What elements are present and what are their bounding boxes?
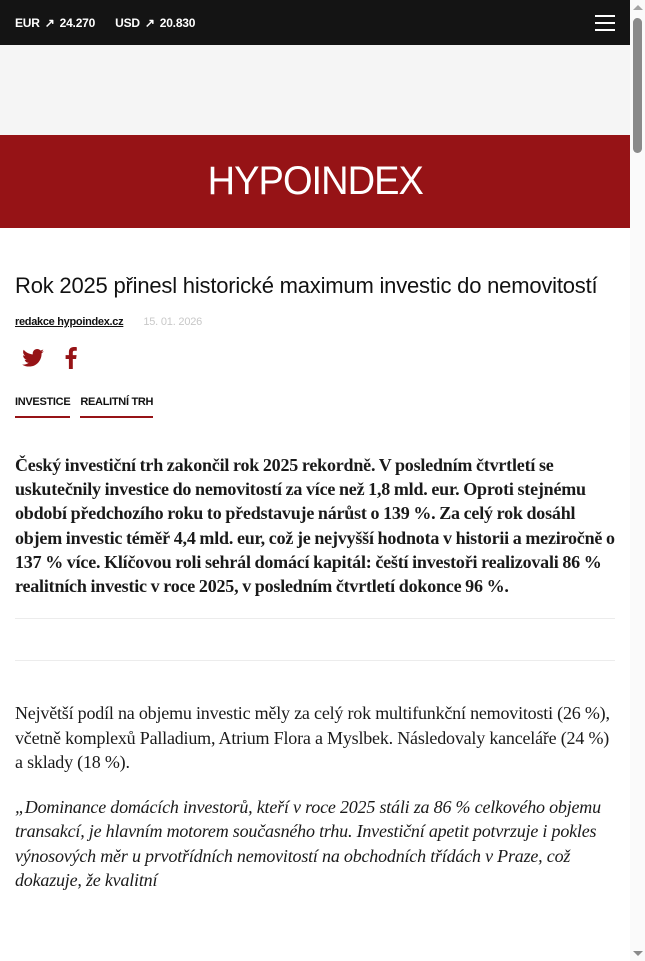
twitter-icon[interactable] bbox=[22, 347, 44, 369]
facebook-icon[interactable] bbox=[60, 347, 82, 369]
tag-list bbox=[15, 396, 615, 418]
article bbox=[0, 269, 630, 893]
vertical-scrollbar[interactable] bbox=[630, 0, 645, 961]
scrollbar-thumb[interactable] bbox=[633, 18, 642, 153]
scroll-up-arrow-icon[interactable] bbox=[633, 5, 643, 10]
currency-label: EUR bbox=[15, 15, 40, 30]
rate-value: 20.830 bbox=[159, 15, 196, 30]
brand-logo[interactable]: HYPOINDEX bbox=[207, 159, 423, 203]
article-perex: Český investiční trh zakončil rok 2025 rekordně. V posledním čtvrtletí se uskutečnily investice do nemovitostí za více než 1,8 mld. eur. Oproti stejnému období předchozího roku to představuje nárůst o 139 %. Za celý rok dosáhl objem investic téměř 4,4 mld. eur, což je nejvyšší hodnota v historii a meziročně o 137 % více. Klíčovou roli sehrál domácí kapitál: čeští investoři realizovali 86 % realitních investic v roce 2025, v posledním čtvrtletí dokonce 96 %. bbox=[15, 455, 615, 597]
arrow-up-right-icon: ↗ bbox=[144, 15, 155, 30]
article-quote: „Dominance domácích investorů, kteří v roce 2025 stáli za 86 % celkového objemu transakcí, je hlavním motorem současného trhu. Investiční apetit potvrzuje i pokles výnosových měr u prvotřídních nemovitostí na obchodních třídách v Praze, což dokazuje, že kvalitní bbox=[15, 796, 601, 891]
ad-space bbox=[0, 45, 630, 135]
publish-date: 15. 01. 2026 bbox=[143, 316, 203, 328]
author-link[interactable]: redakce hypoindex.cz bbox=[15, 316, 124, 328]
rate-usd bbox=[115, 16, 195, 30]
brand-bar bbox=[0, 135, 630, 228]
article-title: Rok 2025 přinesl historické maximum investic do nemovitostí bbox=[15, 273, 598, 298]
scroll-down-arrow-icon[interactable] bbox=[633, 951, 643, 956]
divider bbox=[15, 660, 615, 661]
top-bar bbox=[0, 0, 630, 45]
rate-value: 24.270 bbox=[59, 15, 96, 30]
share-buttons bbox=[15, 347, 615, 369]
currency-label: USD bbox=[115, 15, 140, 30]
tag-investice[interactable]: INVESTICE bbox=[15, 396, 70, 418]
article-meta bbox=[15, 316, 615, 328]
hamburger-menu-icon[interactable] bbox=[595, 15, 615, 31]
rate-eur bbox=[15, 16, 95, 30]
tag-realitni-trh[interactable]: REALITNÍ TRH bbox=[80, 396, 153, 418]
article-paragraph: Největší podíl na objemu investic měly za celý rok multifunkční nemovitosti (26 %), včetně komplexů Palladium, Atrium Flora a Myslbek. Následovaly kanceláře (24 %) a sklady (18 %). bbox=[15, 703, 610, 773]
divider bbox=[15, 618, 615, 619]
arrow-up-right-icon: ↗ bbox=[44, 15, 55, 30]
